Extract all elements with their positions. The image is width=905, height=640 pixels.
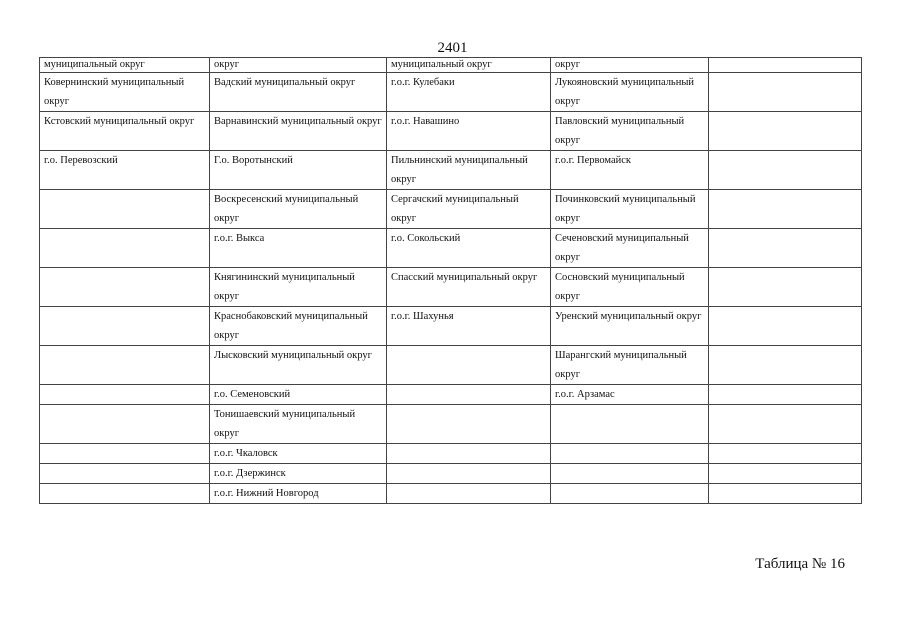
table-header-cell: муниципальный округ (387, 58, 551, 73)
table-cell: Варнавинский муниципальный округ (210, 112, 387, 151)
table-cell: г.о.г. Навашино (387, 112, 551, 151)
table-row (40, 484, 862, 504)
table-row (40, 73, 862, 112)
table-header-cell (709, 58, 862, 73)
table-row (40, 464, 862, 484)
table-cell: Краснобаковский муниципальный округ (210, 307, 387, 346)
table-cell (709, 405, 862, 444)
table-header-cell: муниципальный округ (40, 58, 210, 73)
table-cell (387, 385, 551, 405)
table-cell: г.о. Сокольский (387, 229, 551, 268)
table-cell: г.о.г. Арзамас (551, 385, 709, 405)
table-cell: Тонишаевский муниципальный округ (210, 405, 387, 444)
table-cell: г.о.г. Шахунья (387, 307, 551, 346)
table-caption: Таблица № 16 (755, 556, 845, 572)
table-cell (709, 464, 862, 484)
table-cell (709, 190, 862, 229)
table-cell (40, 405, 210, 444)
table-row (40, 190, 862, 229)
table-cell: г.о. Перевозский (40, 151, 210, 190)
table-cell: Г.о. Воротынский (210, 151, 387, 190)
table-header-cell: округ (210, 58, 387, 73)
table-cell (709, 385, 862, 405)
table-cell: Воскресенский муниципальный округ (210, 190, 387, 229)
table-cell (709, 484, 862, 504)
table-cell: Уренский муниципальный округ (551, 307, 709, 346)
table-cell: Сеченовский муниципальный округ (551, 229, 709, 268)
table-header-row (40, 58, 862, 73)
districts-table (39, 57, 862, 504)
table-cell (551, 444, 709, 464)
table-row (40, 307, 862, 346)
table-cell: г.о.г. Первомайск (551, 151, 709, 190)
table-cell: Пильнинский муниципальный округ (387, 151, 551, 190)
table-cell: Сергачский муниципальный округ (387, 190, 551, 229)
table-cell (387, 444, 551, 464)
table-cell: Лысковский муниципальный округ (210, 346, 387, 385)
table-cell: г.о.г. Дзержинск (210, 464, 387, 484)
table-cell (709, 151, 862, 190)
table-cell: г.о.г. Чкаловск (210, 444, 387, 464)
table-cell (709, 73, 862, 112)
table-cell (40, 346, 210, 385)
table-header-cell: округ (551, 58, 709, 73)
table-cell: Княгининский муниципальный округ (210, 268, 387, 307)
table-cell: Кстовский муниципальный округ (40, 112, 210, 151)
page-number: 2401 (437, 40, 468, 56)
table-cell (387, 346, 551, 385)
table-cell: Ковернинский муниципальный округ (40, 73, 210, 112)
table-row (40, 151, 862, 190)
table-cell (709, 268, 862, 307)
table-cell (40, 229, 210, 268)
table-cell (709, 307, 862, 346)
table-row (40, 268, 862, 307)
table-cell (551, 405, 709, 444)
table-cell: г.о.г. Кулебаки (387, 73, 551, 112)
table-cell: Шарангский муниципальный округ (551, 346, 709, 385)
table-cell: Починковский муниципальный округ (551, 190, 709, 229)
table-cell: г.о. Семеновский (210, 385, 387, 405)
table-cell: г.о.г. Нижний Новгород (210, 484, 387, 504)
table-cell (551, 464, 709, 484)
table-cell: Лукояновский муниципальный округ (551, 73, 709, 112)
table-cell (551, 484, 709, 504)
table-cell: Сосновский муниципальный округ (551, 268, 709, 307)
table-cell (40, 307, 210, 346)
table-row (40, 112, 862, 151)
table-row (40, 346, 862, 385)
table-row (40, 229, 862, 268)
table-cell: Павловский муниципальный округ (551, 112, 709, 151)
table-row (40, 405, 862, 444)
table-row (40, 385, 862, 405)
table-cell (40, 484, 210, 504)
table-cell (709, 346, 862, 385)
table-cell (387, 464, 551, 484)
table-cell (40, 190, 210, 229)
table-cell (387, 484, 551, 504)
table-cell (40, 268, 210, 307)
table-cell (709, 229, 862, 268)
table-cell: Спасский муниципальный округ (387, 268, 551, 307)
table-cell (40, 464, 210, 484)
table-cell (387, 405, 551, 444)
table-cell: г.о.г. Выкса (210, 229, 387, 268)
table-cell (40, 444, 210, 464)
table-cell (709, 444, 862, 464)
table-cell (709, 112, 862, 151)
table-cell: Вадский муниципальный округ (210, 73, 387, 112)
table-row (40, 444, 862, 464)
table-cell (40, 385, 210, 405)
